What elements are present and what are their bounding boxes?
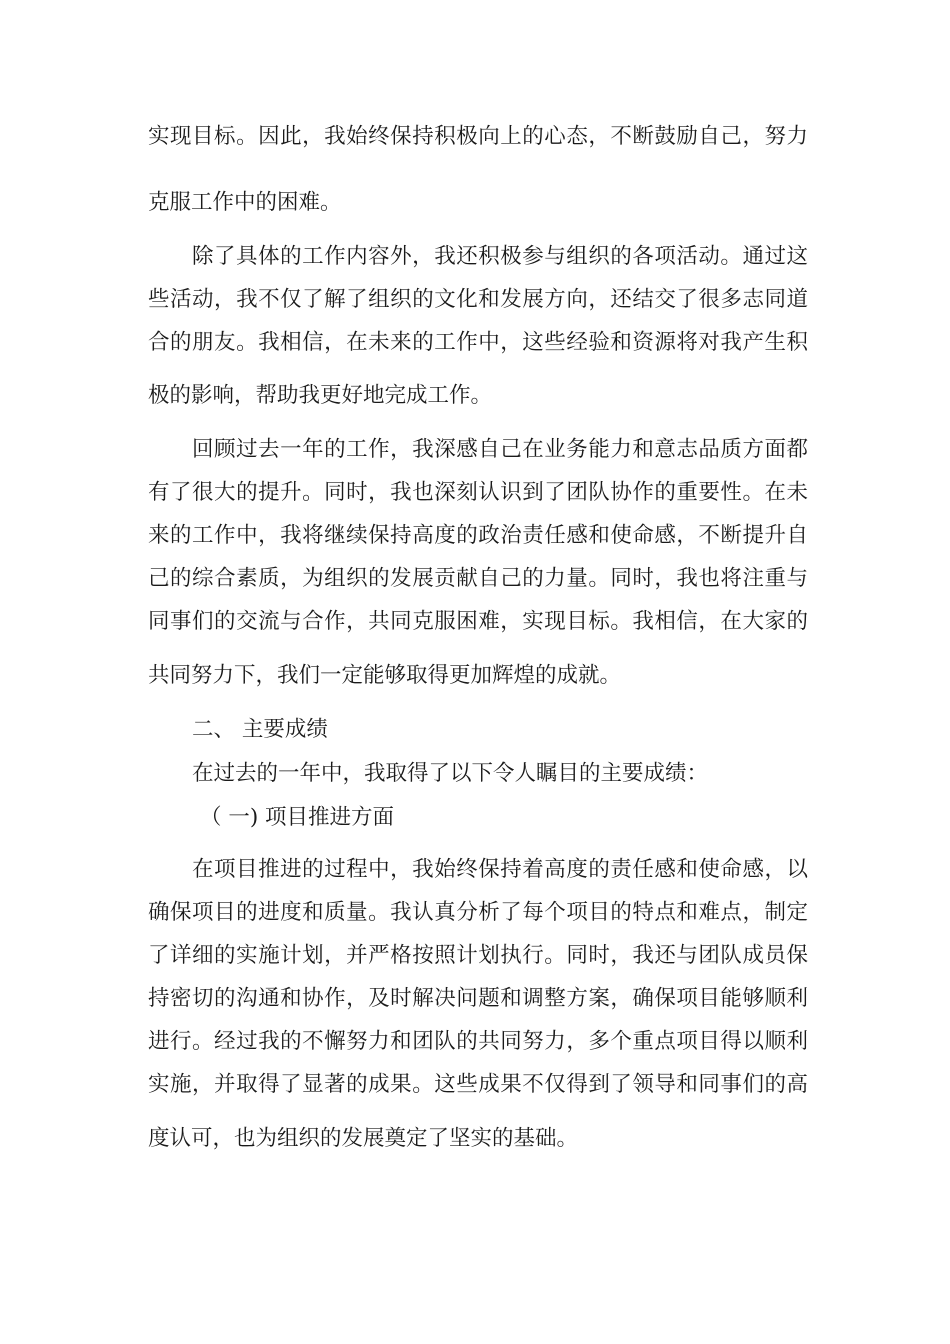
paragraph-line: 在项目推进的过程中，我始终保持着高度的责任感和使命感，以	[192, 857, 808, 882]
paragraph-line: 持密切的沟通和协作，及时解决问题和调整方案，确保项目能够顺利	[148, 986, 808, 1011]
paragraph-line: 除了具体的工作内容外，我还积极参与组织的各项活动。通过这	[192, 244, 808, 269]
paragraph-line: 克服工作中的困难。	[148, 190, 342, 215]
paragraph-line: 有了很大的提升。同时，我也深刻认识到了团队协作的重要性。在未	[148, 480, 808, 505]
paragraph-line: 了详细的实施计划，并严格按照计划执行。同时，我还与团队成员保	[148, 943, 808, 968]
paragraph-line: 同事们的交流与合作，共同克服困难，实现目标。我相信，在大家的	[148, 609, 808, 634]
paragraph-line: 进行。经过我的不懈努力和团队的共同努力，多个重点项目得以顺利	[148, 1029, 808, 1054]
paragraph-line: 己的综合素质，为组织的发展贡献自己的力量。同时，我也将注重与	[148, 566, 808, 591]
paragraph-line: 实现目标。因此，我始终保持积极向上的心态，不断鼓励自己，努力	[148, 124, 808, 149]
paragraph-line: 度认可，也为组织的发展奠定了坚实的基础。	[148, 1126, 579, 1151]
paragraph-line: 在过去的一年中，我取得了以下令人瞩目的主要成绩：	[192, 761, 709, 786]
paragraph-line: 共同努力下，我们一定能够取得更加辉煌的成就。	[148, 663, 622, 688]
paragraph-line: 合的朋友。我相信，在未来的工作中，这些经验和资源将对我产生积	[148, 330, 808, 355]
paragraph-line: 确保项目的进度和质量。我认真分析了每个项目的特点和难点，制定	[148, 900, 808, 925]
paragraph-line: 些活动，我不仅了解了组织的文化和发展方向，还结交了很多志同道	[148, 287, 808, 312]
section-heading: 二、 主要成绩	[192, 717, 328, 742]
subsection-heading: （ 一) 项目推进方面	[200, 805, 395, 830]
paragraph-line: 来的工作中，我将继续保持高度的政治责任感和使命感，不断提升自	[148, 523, 808, 548]
paragraph-line: 极的影响，帮助我更好地完成工作。	[148, 383, 493, 408]
paragraph-line: 实施，并取得了显著的成果。这些成果不仅得到了领导和同事们的高	[148, 1072, 808, 1097]
paragraph-line: 回顾过去一年的工作，我深感自己在业务能力和意志品质方面都	[192, 437, 808, 462]
